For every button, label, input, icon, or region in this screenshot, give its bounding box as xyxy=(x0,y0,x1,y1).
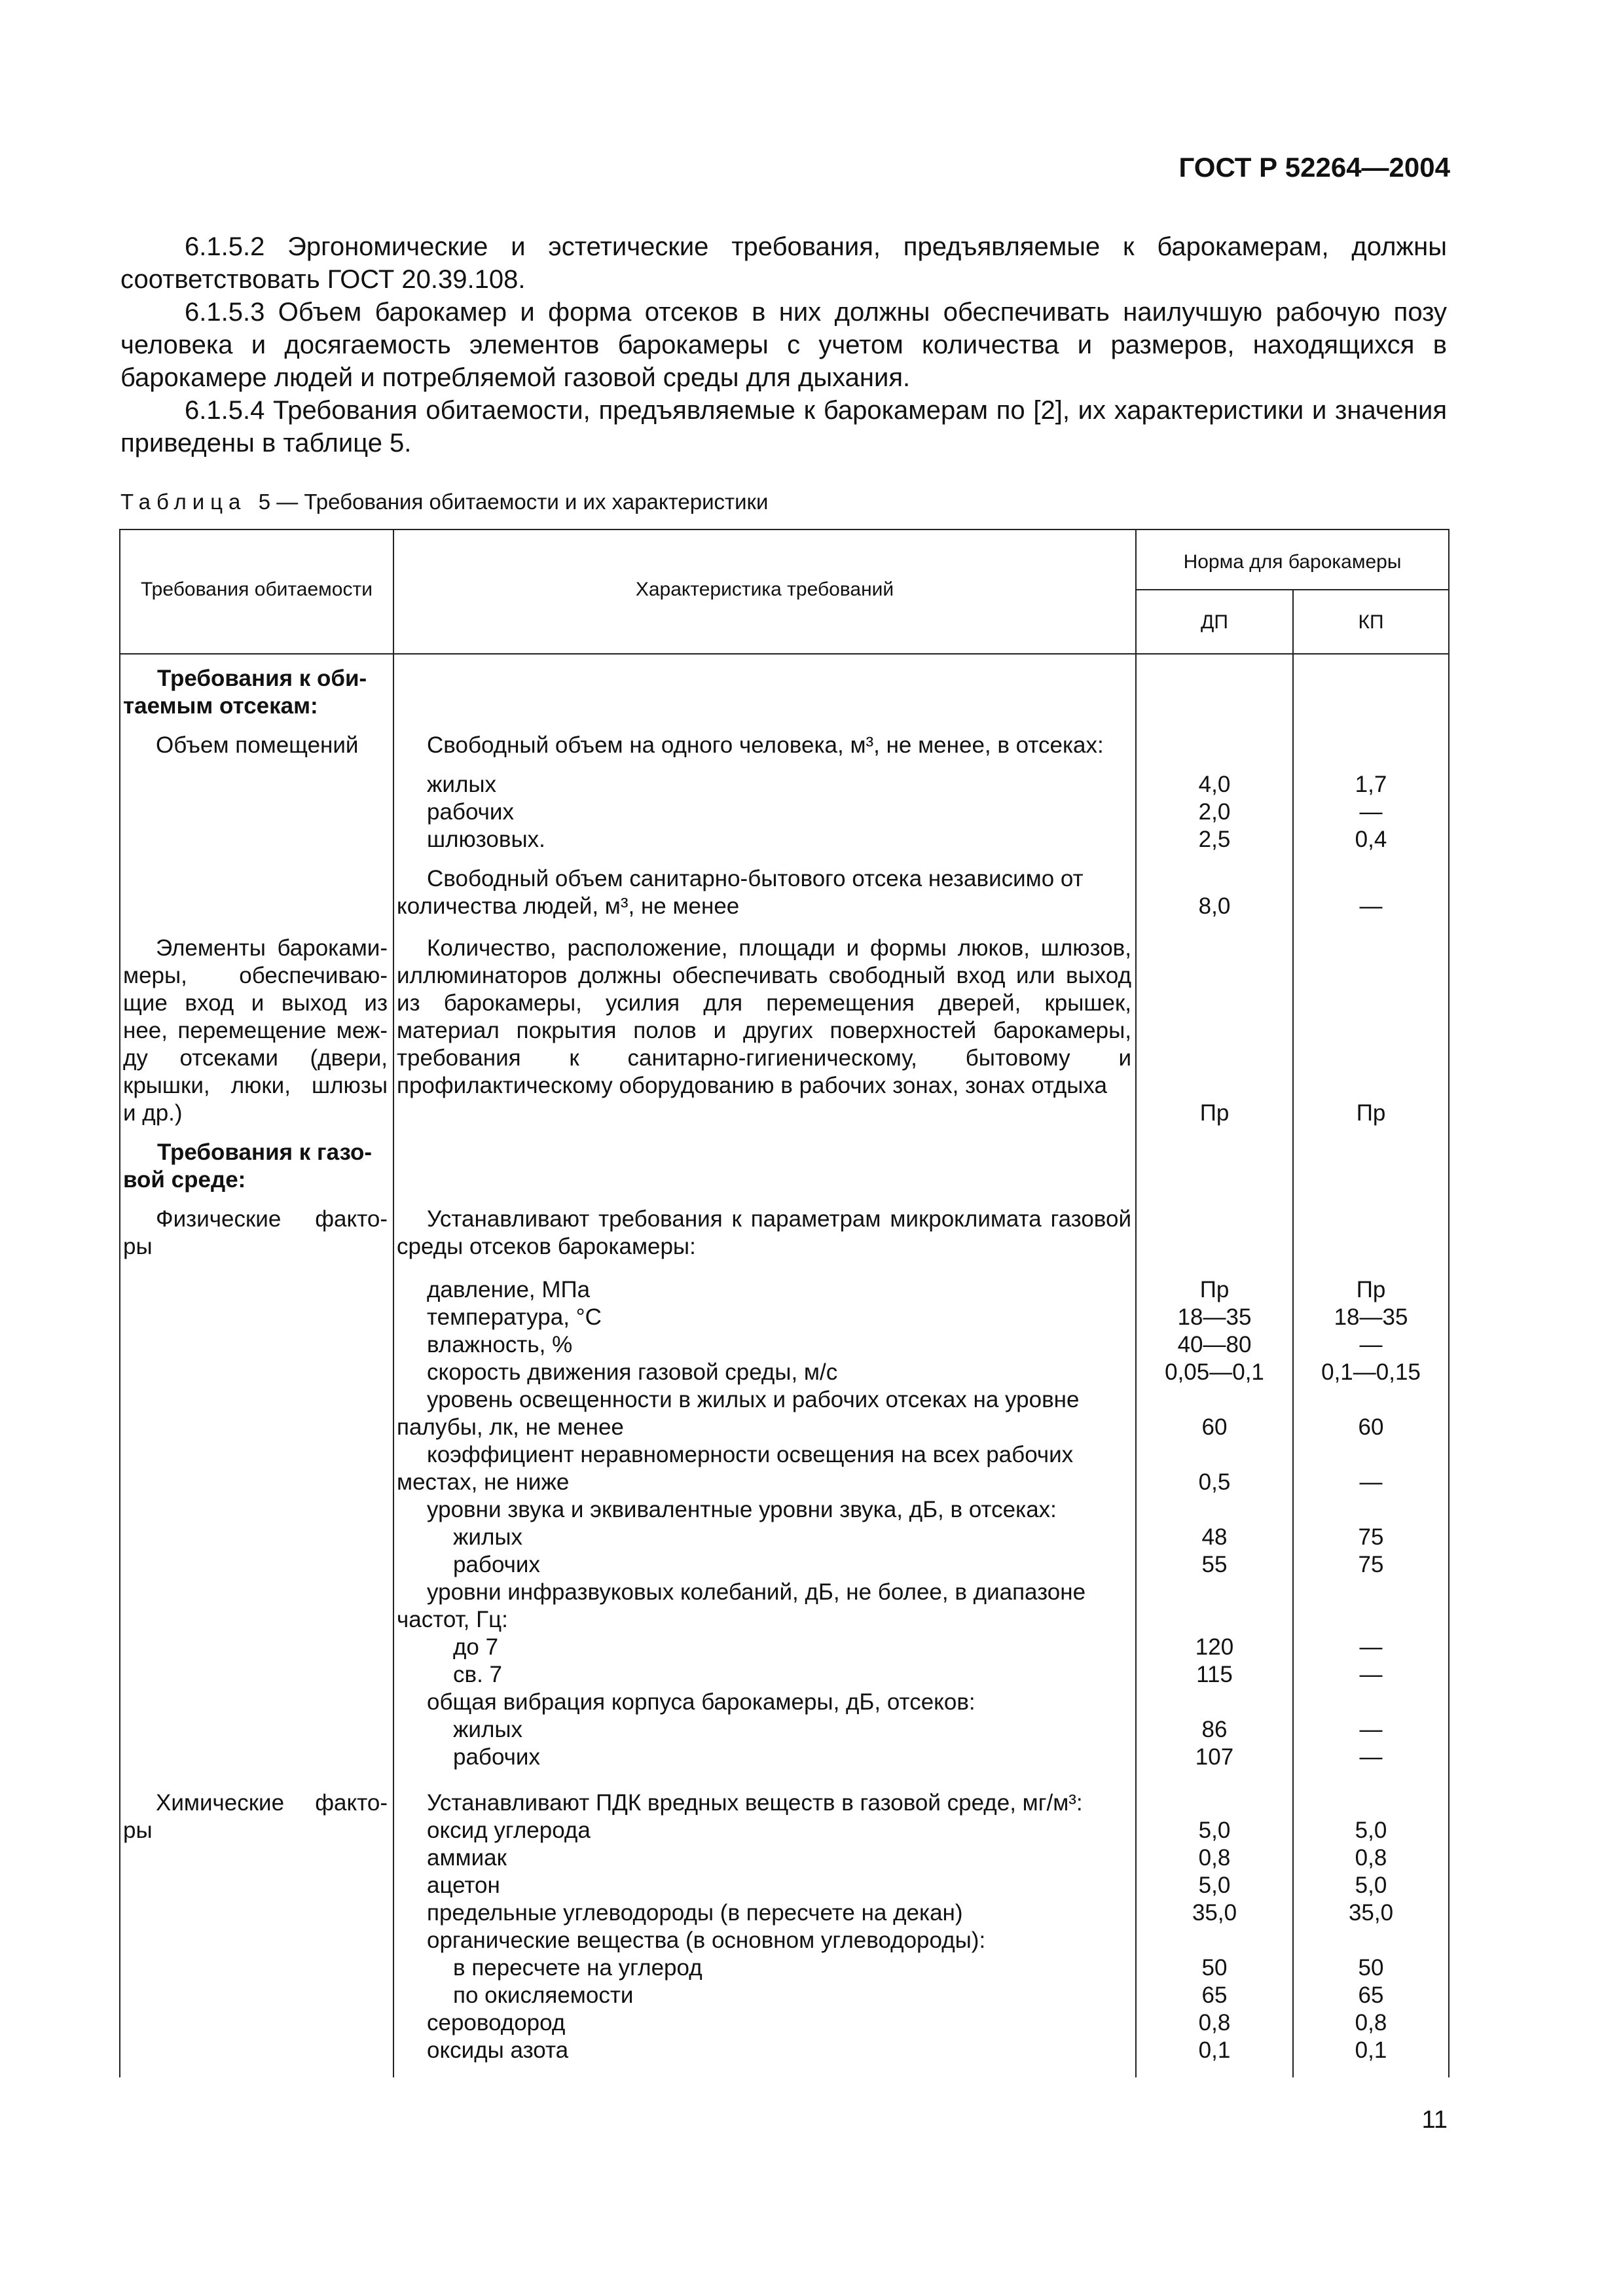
kp-sanitary-volume: — xyxy=(1359,893,1383,919)
row-label-elements-3: щие вход и выход из xyxy=(123,990,388,1016)
row-label-volume: Объем помещений xyxy=(156,732,359,758)
dp-volume-living: 4,0 xyxy=(1198,772,1231,797)
dp-nitrogen-oxides: 0,1 xyxy=(1198,2037,1231,2063)
row-label-elements-5: ду отсеками (двери, xyxy=(123,1045,388,1071)
row-label-chemical-2: ры xyxy=(123,1818,153,1843)
dp-infrasound-to7: 120 xyxy=(1195,1634,1234,1660)
kp-nonuniformity: — xyxy=(1359,1469,1383,1495)
kp-acetone: 5,0 xyxy=(1355,1873,1387,1898)
habitability-table xyxy=(119,529,1450,2077)
air-speed-label: скорость движения газовой среды, м/с xyxy=(427,1359,838,1385)
row-label-elements-1: Элементы бароками- xyxy=(156,935,388,961)
kp-air-speed: 0,1—0,15 xyxy=(1321,1359,1421,1385)
kp-humidity: — xyxy=(1359,1332,1383,1357)
kp-volume-lock: 0,4 xyxy=(1355,827,1387,852)
page-number: 11 xyxy=(1421,2106,1448,2134)
nitrogen-oxides-label: оксиды азота xyxy=(427,2037,569,2063)
table-caption-label: Таблица xyxy=(120,490,247,514)
vibration-living-label: жилых xyxy=(453,1717,523,1742)
dp-elements: Пр xyxy=(1199,1100,1230,1126)
kp-carbon-monoxide: 5,0 xyxy=(1355,1818,1387,1843)
humidity-label: влажность, % xyxy=(427,1332,573,1357)
section-gas-environment: Требования к газо- xyxy=(157,1139,373,1165)
carbon-monoxide-label: оксид углерода xyxy=(427,1818,591,1843)
kp-ammonia: 0,8 xyxy=(1355,1845,1387,1871)
table-caption-text: 5 — Требования обитаемости и их характеристики xyxy=(258,490,769,514)
dp-ammonia: 0,8 xyxy=(1198,1845,1231,1871)
row-label-physical-1: Физические факто- xyxy=(156,1206,388,1232)
table-top-border xyxy=(119,529,1450,530)
infrasound-label-2: частот, Гц: xyxy=(397,1607,508,1632)
kp-temperature: 18—35 xyxy=(1334,1304,1408,1330)
sound-work-label: рабочих xyxy=(453,1552,540,1577)
dp-alkanes: 35,0 xyxy=(1192,1900,1237,1926)
dp-sanitary-volume: 8,0 xyxy=(1198,893,1231,919)
header-dp: ДП xyxy=(1201,611,1228,633)
dp-nonuniformity: 0,5 xyxy=(1198,1469,1231,1495)
volume-intro: Свободный объем на одного человека, м³, не менее, в отсеках: xyxy=(427,732,1104,758)
dp-vibration-work: 107 xyxy=(1195,1744,1234,1770)
volume-work: рабочих xyxy=(427,799,514,825)
section-gas-environment-cont: вой среде: xyxy=(123,1167,246,1193)
organic-oxidation-label: по окисляемости xyxy=(453,1982,634,2008)
kp-vibration-living: — xyxy=(1359,1717,1383,1742)
dp-acetone: 5,0 xyxy=(1198,1873,1231,1898)
dp-pressure: Пр xyxy=(1199,1277,1230,1302)
kp-volume-living: 1,7 xyxy=(1355,772,1387,797)
header-bottom-border xyxy=(119,653,1450,655)
row-label-elements-4: нее, перемещение меж- xyxy=(123,1018,388,1043)
kp-organic-carbon: 50 xyxy=(1358,1955,1384,1981)
vibration-work-label: рабочих xyxy=(453,1744,540,1770)
header-requirements: Требования обитаемости xyxy=(141,579,373,600)
dp-carbon-monoxide: 5,0 xyxy=(1198,1818,1231,1843)
body-paragraphs xyxy=(120,230,1447,459)
kp-infrasound-over7: — xyxy=(1359,1662,1383,1687)
dp-volume-lock: 2,5 xyxy=(1198,827,1231,852)
kp-elements: Пр xyxy=(1356,1100,1386,1126)
sound-living-label: жилых xyxy=(453,1524,523,1550)
kp-organic-oxidation: 65 xyxy=(1358,1982,1384,2008)
dp-organic-oxidation: 65 xyxy=(1201,1982,1228,2008)
row-label-elements-6: крышки, люки, шлюзы xyxy=(123,1073,388,1098)
paragraph-6-1-5-4: 6.1.5.4 Требования обитаемости, предъявляемые к барокамерам по [2], их характеристики и значения приведены в таблице 5. xyxy=(120,396,1447,457)
dp-sound-work: 55 xyxy=(1201,1552,1228,1577)
organic-carbon-label: в пересчете на углерод xyxy=(453,1955,702,1981)
row-label-chemical-1: Химические факто- xyxy=(156,1790,388,1816)
row-label-physical-2: ры xyxy=(123,1234,153,1259)
kp-sound-living: 75 xyxy=(1358,1524,1384,1550)
table-left-border xyxy=(119,529,120,2077)
dp-vibration-living: 86 xyxy=(1201,1717,1228,1742)
header-characteristics: Характеристика требований xyxy=(635,579,894,600)
dp-air-speed: 0,05—0,1 xyxy=(1165,1359,1264,1385)
table-right-border xyxy=(1448,529,1450,2077)
infrasound-over7-label: св. 7 xyxy=(453,1662,503,1687)
dp-illumination: 60 xyxy=(1201,1414,1228,1440)
sound-levels-label: уровни звука и эквивалентные уровни звука, дБ, в отсеках: xyxy=(427,1497,1057,1522)
ammonia-label: аммиак xyxy=(427,1845,507,1871)
pressure-label: давление, МПа xyxy=(427,1277,591,1302)
kp-infrasound-to7: — xyxy=(1359,1634,1383,1660)
dp-hydrogen-sulfide: 0,8 xyxy=(1198,2010,1231,2036)
mac-intro: Устанавливают ПДК вредных веществ в газовой среде, мг/м³: xyxy=(427,1790,1083,1816)
kp-pressure: Пр xyxy=(1356,1277,1386,1302)
dp-volume-work: 2,0 xyxy=(1198,799,1231,825)
dp-temperature: 18—35 xyxy=(1177,1304,1252,1330)
col-divider-1 xyxy=(393,529,394,2077)
microclimate-intro: Устанавливают требования к параметрам микроклимата газовой среды отсеков барокамеры: xyxy=(397,1206,1131,1259)
paragraph-6-1-5-3: 6.1.5.3 Объем барокамер и форма отсеков в них должны обеспечивать наилучшую рабочую позу человека и досягаемость элементов барокамеры с учетом количества и размеров, находящихся в барокамере людей и потребляемой газовой среды для дыхания. xyxy=(120,298,1447,392)
dp-sound-living: 48 xyxy=(1201,1524,1228,1550)
dp-organic-carbon: 50 xyxy=(1201,1955,1228,1981)
header-kp: КП xyxy=(1358,611,1384,633)
table-caption xyxy=(120,490,768,514)
section-habitable-compartments-cont: таемым отсекам: xyxy=(123,693,318,719)
kp-hydrogen-sulfide: 0,8 xyxy=(1355,2010,1387,2036)
row-label-elements-2: меры, обеспечиваю- xyxy=(123,963,388,988)
paragraph-6-1-5-2: 6.1.5.2 Эргономические и эстетические требования, предъявляемые к барокамерам, должны соответствовать ГОСТ 20.39.108. xyxy=(120,232,1447,294)
illumination-label-1: уровень освещенности в жилых и рабочих отсеках на уровне xyxy=(427,1387,1080,1412)
dp-humidity: 40—80 xyxy=(1177,1332,1252,1357)
organic-label: органические вещества (в основном углеводороды): xyxy=(427,1928,986,1953)
document-standard-number: ГОСТ Р 52264—2004 xyxy=(1178,152,1450,183)
kp-nitrogen-oxides: 0,1 xyxy=(1355,2037,1387,2063)
header-norm: Норма для барокамеры xyxy=(1183,551,1402,573)
hydrogen-sulfide-label: сероводород xyxy=(427,2010,566,2036)
volume-lock: шлюзовых. xyxy=(427,827,545,852)
kp-illumination: 60 xyxy=(1358,1414,1384,1440)
alkanes-label: предельные углеводороды (в пересчете на декан) xyxy=(427,1900,963,1926)
kp-sound-work: 75 xyxy=(1358,1552,1384,1577)
elements-description: Количество, расположение, площади и формы люков, шлюзов, иллюминаторов должны обеспечивать свободный вход или выход из барокамеры, усилия для перемещения дверей, крышек, материал покрытия полов и других поверхностей барокамеры, требования к санитарно-гигиеническому, бытовому и профилактическому оборудованию в рабочих зонах, зонах отдыха xyxy=(397,935,1131,1098)
nonuniformity-label-1: коэффициент неравномерности освещения на всех рабочих xyxy=(427,1442,1074,1467)
illumination-label-2: палубы, лк, не менее xyxy=(397,1414,624,1440)
nonuniformity-label-2: местах, не ниже xyxy=(397,1469,570,1495)
infrasound-to7-label: до 7 xyxy=(453,1634,499,1660)
infrasound-label-1: уровни инфразвуковых колебаний, дБ, не более, в диапазоне xyxy=(427,1579,1086,1605)
acetone-label: ацетон xyxy=(427,1873,500,1898)
vibration-label: общая вибрация корпуса барокамеры, дБ, отсеков: xyxy=(427,1689,976,1715)
temperature-label: температура, °С xyxy=(427,1304,602,1330)
kp-alkanes: 35,0 xyxy=(1348,1900,1394,1926)
row-label-elements-7: и др.) xyxy=(123,1100,183,1126)
section-habitable-compartments: Требования к оби- xyxy=(157,666,367,691)
dp-infrasound-over7: 115 xyxy=(1196,1662,1233,1687)
sanitary-volume-2: количества людей, м³, не менее xyxy=(397,893,740,919)
volume-living: жилых xyxy=(427,772,497,797)
kp-vibration-work: — xyxy=(1359,1744,1383,1770)
kp-volume-work: — xyxy=(1359,799,1383,825)
sanitary-volume-1: Свободный объем санитарно-бытового отсека независимо от xyxy=(427,866,1084,891)
